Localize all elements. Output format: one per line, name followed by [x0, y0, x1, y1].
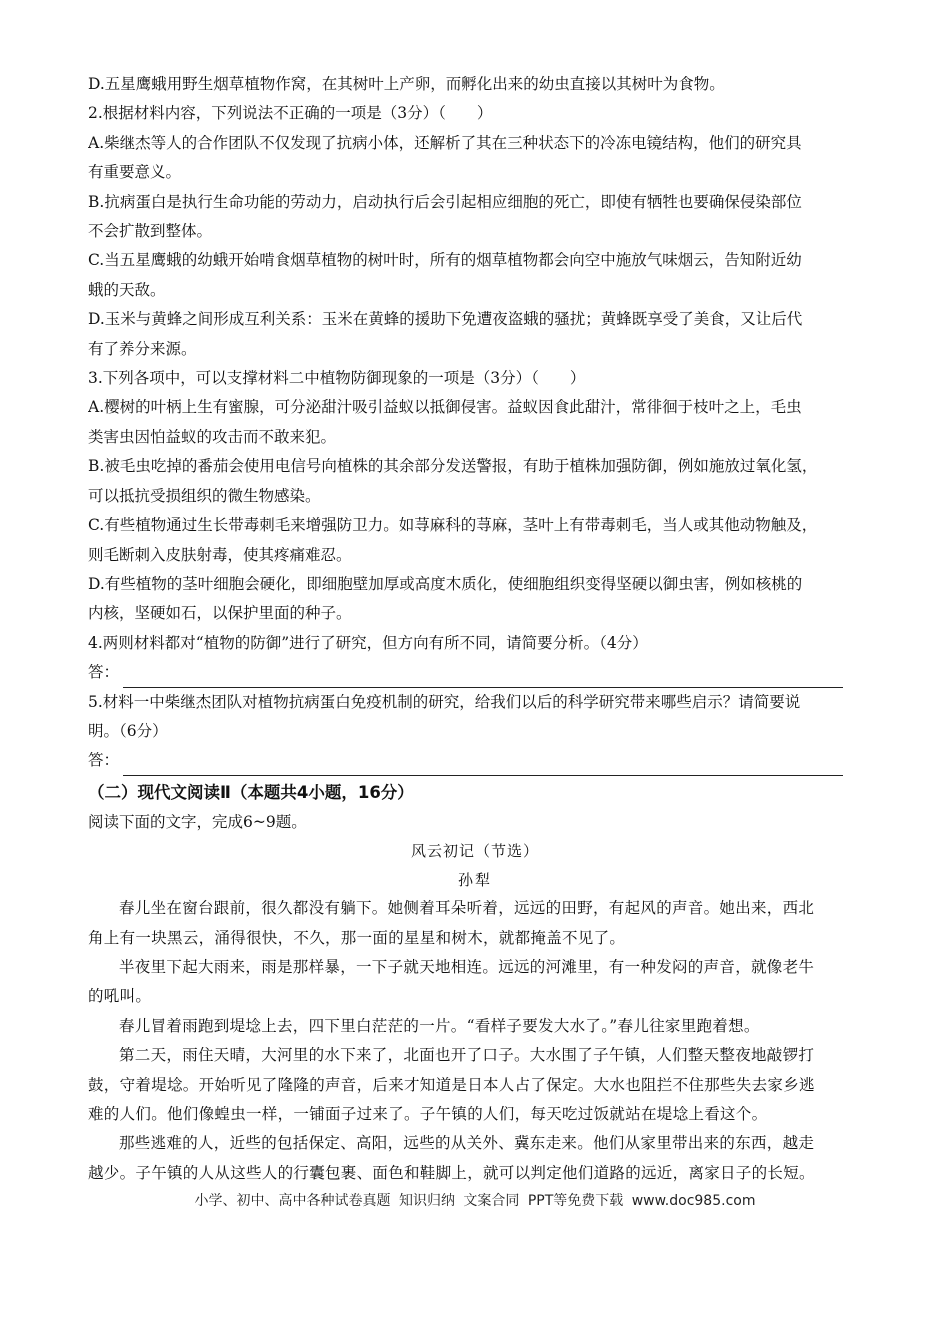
q2-option-c-line2: 蛾的天敌。	[88, 280, 166, 299]
q4-answer-line[interactable]	[88, 658, 862, 687]
q3-option-a-line2: 类害虫因怕益蚁的攻击而不敢来犯。	[88, 427, 337, 446]
q2-option-d-line1: D.玉米与黄蜂之间形成互利关系：玉米在黄蜂的援助下免遭夜盗蛾的骚扰；黄蜂既享受了美食，又让后代	[88, 310, 803, 329]
q4-stem: 4.两则材料都对“植物的防御”进行了研究，但方向有所不同，请简要分析。（4分）	[88, 633, 648, 652]
paragraph-line: 鼓，守着堤埝。开始听见了隆隆的声音，后来才知道是日本人占了保定。大水也阻拦不住那些失去家乡逃	[88, 1075, 815, 1094]
q5-stem-line1: 5.材料一中柴继杰团队对植物抗病蛋白免疫机制的研究，给我们以后的科学研究带来哪些启示？请简要说	[88, 692, 801, 711]
q3-stem: 3.下列各项中，可以支撑材料二中植物防御现象的一项是（3分）（ ）	[88, 369, 586, 388]
answer-blank[interactable]	[123, 755, 843, 776]
passage-paragraph	[88, 1129, 862, 1188]
q3-option-b-line2: 可以抵抗受损组织的微生物感染。	[88, 486, 321, 505]
passage-title: 风云初记（节选）	[410, 842, 539, 861]
paragraph-line: 春儿坐在窗台跟前，很久都没有躺下。她侧着耳朵听着，远远的田野，有起风的声音。她出来，西北	[119, 899, 815, 918]
q1-option-d: D.五星鹰蛾用野生烟草植物作窝，在其树叶上产卵，而孵化出来的幼虫直接以其树叶为食物。	[88, 75, 725, 93]
q2-option-b-line2: 不会扩散到整体。	[88, 222, 213, 241]
q3-option-b-line1: B.被毛虫吃掉的番茄会使用电信号向植株的其余部分发送警报，有助于植株加强防御，例如施放过氧化氢，	[88, 457, 818, 476]
q2-stem: 2.根据材料内容，下列说法不正确的一项是（3分）（ ）	[88, 104, 493, 123]
paragraph-line: 半夜里下起大雨来，雨是那样暴，一下子就天地相连。远远的河滩里，有一种发闷的声音，就像老牛	[119, 957, 815, 976]
q3-option-d-line1: D.有些植物的茎叶细胞会硬化，即细胞壁加厚或高度木质化，使细胞组织变得坚硬以御虫害，例如核桃的	[88, 574, 803, 593]
q3-option-c-line2: 则毛断刺入皮肤射毒，使其疼痛难忍。	[88, 545, 352, 564]
page-content	[88, 70, 862, 1188]
paragraph-line: 的吼叫。	[88, 987, 152, 1006]
paragraph-line: 角上有一块黑云，涌得很快，不久，那一面的星星和树木，就都掩盖不见了。	[88, 928, 626, 947]
page-footer: 小学、初中、高中各种试卷真题 知识归纳 文案合同 PPT等免费下载 www.doc985.com	[194, 1193, 756, 1209]
passage-paragraph	[88, 1012, 862, 1041]
q2-option-a-line1: A.柴继杰等人的合作团队不仅发现了抗病小体，还解析了其在三种状态下的冷冻电镜结构，他们的研究具	[88, 133, 802, 152]
passage-author: 孙犁	[457, 871, 492, 890]
passage-paragraph	[88, 894, 862, 953]
section-heading: （二）现代文阅读Ⅱ（本题共4小题，16分）	[88, 782, 414, 802]
q3-option-c-line1: C.有些植物通过生长带毒刺毛来增强防卫力。如荨麻科的荨麻，茎叶上有带毒刺毛，当人或其他动物触及，	[88, 516, 818, 535]
paragraph-line: 春儿冒着雨跑到堤埝上去，四下里白茫茫的一片。“看样子要发大水了。”春儿往家里跑着想。	[119, 1016, 760, 1035]
section-instruction: 阅读下面的文字，完成6~9题。	[88, 812, 307, 831]
answer-label: 答：	[88, 751, 120, 770]
paragraph-line: 难的人们。他们像蝗虫一样，一铺面子过来了。子午镇的人们，每天吃过饭就站在堤埝上看这个。	[88, 1105, 768, 1123]
paragraph-line: 那些逃难的人，近些的包括保定、高阳，远些的从关外、冀东走来。他们从家里带出来的东西，越走	[119, 1134, 815, 1153]
paragraph-line: 第二天，雨住天晴，大河里的水下来了，北面也开了口子。大水围了子午镇，人们整天整夜地敲锣打	[119, 1046, 815, 1065]
q3-option-d-line2: 内核，坚硬如石，以保护里面的种子。	[88, 604, 352, 623]
passage-paragraph	[88, 1041, 862, 1129]
q2-option-d-line2: 有了养分来源。	[88, 339, 197, 358]
q3-option-a-line1: A.樱树的叶柄上生有蜜腺，可分泌甜汁吸引益蚁以抵御侵害。益蚁因食此甜汁，常徘徊于枝叶之上，毛虫	[88, 398, 802, 417]
q2-option-b-line1: B.抗病蛋白是执行生命功能的劳动力，启动执行后会引起相应细胞的死亡，即使有牺牲也要确保侵染部位	[88, 192, 802, 211]
q2-option-a-line2: 有重要意义。	[88, 163, 182, 182]
answer-label: 答：	[88, 663, 120, 682]
paragraph-line: 越少。子午镇的人从这些人的行囊包裹、面色和鞋脚上，就可以判定他们道路的远近，离家日子的长短。	[88, 1163, 815, 1182]
q2-option-c-line1: C.当五星鹰蛾的幼蛾开始啃食烟草植物的树叶时，所有的烟草植物都会向空中施放气味烟云，告知附近幼	[88, 251, 802, 270]
answer-blank[interactable]	[123, 667, 843, 688]
passage-paragraph	[88, 953, 862, 1012]
q5-answer-line[interactable]	[88, 746, 862, 775]
q5-stem-line2: 明。（6分）	[88, 721, 168, 740]
